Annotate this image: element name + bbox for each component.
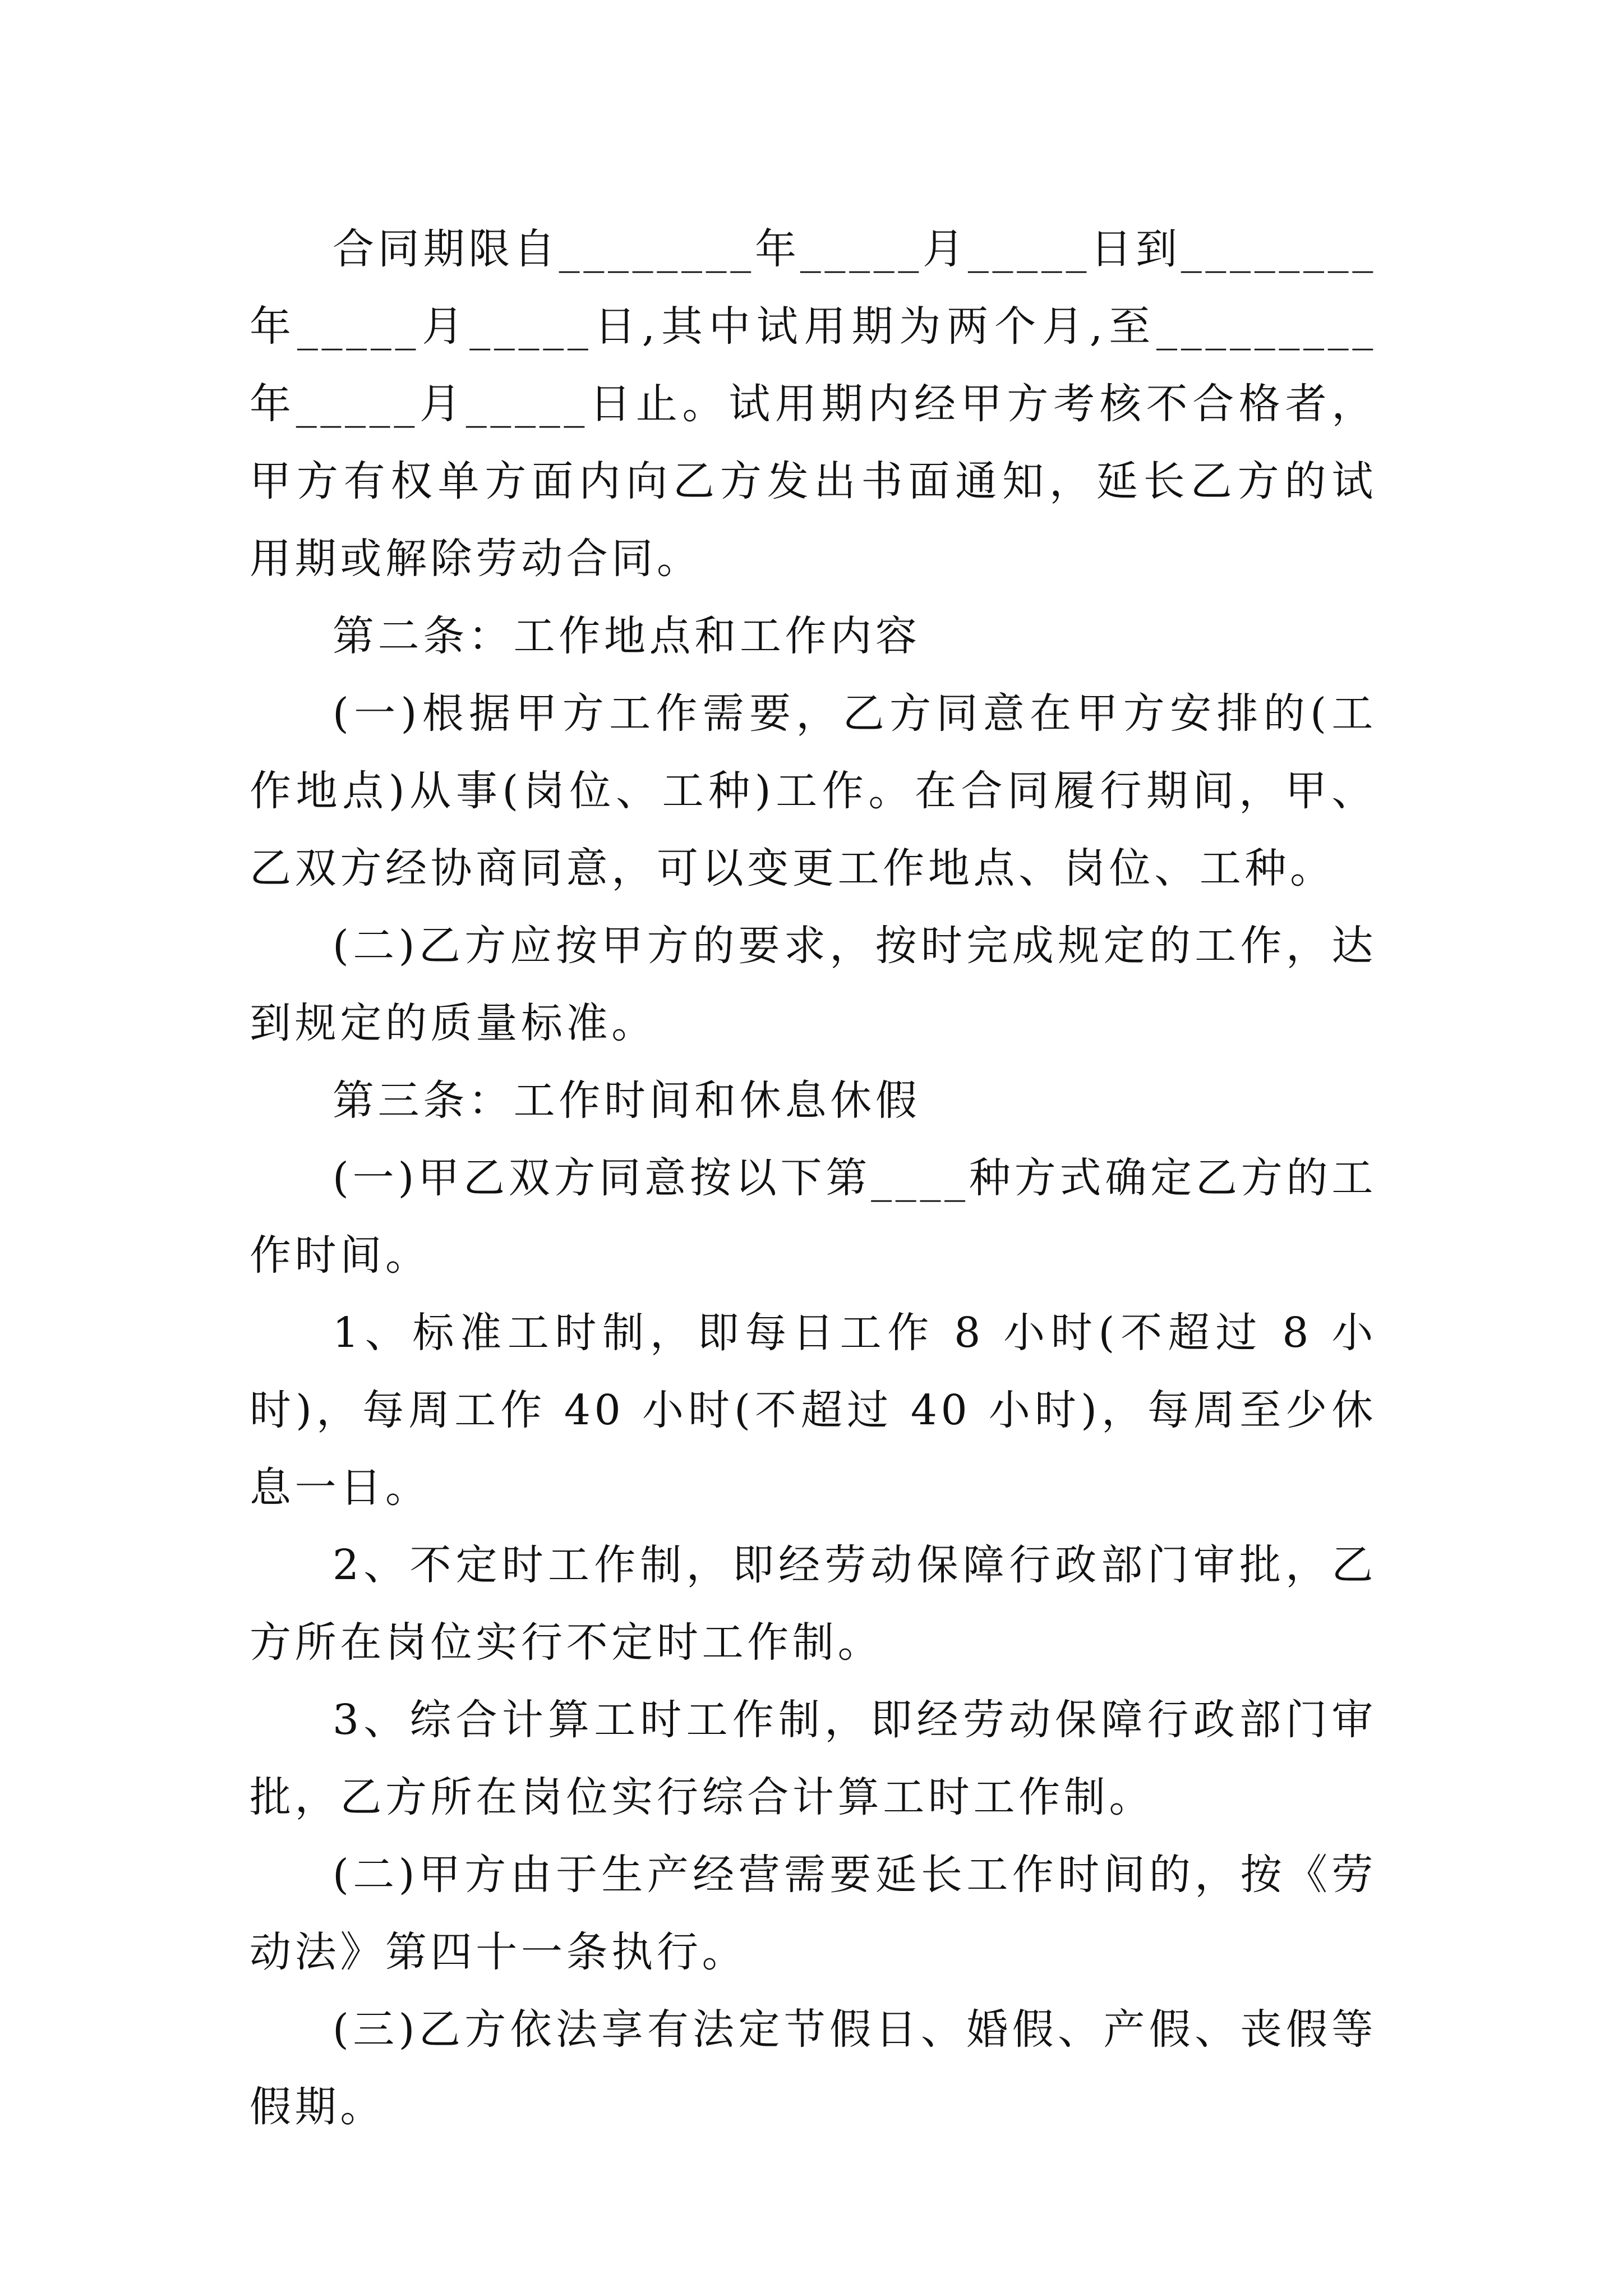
comprehensive-hours-item: 3、综合计算工时工作制，即经劳动保障行政部门审批，乙方所在岗位实行综合计算工时工作制。 xyxy=(250,1696,1377,1821)
standard-hours-item: 1、标准工时制，即每日工作 8 小时(不超过 8 小时)，每周工作 40 小时(不超过 40 小时)，每周至少休息一日。 xyxy=(250,1309,1377,1512)
article-two-clause-one: (一)根据甲方工作需要，乙方同意在甲方安排的(工作地点)从事(岗位、工种)工作。在合同履行期间，甲、乙双方经协商同意，可以变更工作地点、岗位、工种。 xyxy=(250,689,1377,892)
article-three-heading: 第三条：工作时间和休息休假 xyxy=(333,1076,921,1125)
article-two-clause-two: (二)乙方应按甲方的要求，按时完成规定的工作，达到规定的质量标准。 xyxy=(250,922,1377,1047)
article-two-heading: 第二条：工作地点和工作内容 xyxy=(333,612,921,660)
contract-term-paragraph: 合同期限自________年_____月_____日到________年_____月_____日,其中试用期为两个月,至_________年_____月_____日止。试用期内经甲方考核不合格者，甲方有权单方面内向乙方发出书面通知，延长乙方的试用期或解除劳动合同。 xyxy=(250,225,1377,583)
article-three-clause-three: (三)乙方依法享有法定节假日、婚假、产假、丧假等假期。 xyxy=(250,2005,1377,2131)
article-three-clause-two: (二)甲方由于生产经营需要延长工作时间的，按《劳动法》第四十一条执行。 xyxy=(250,1851,1377,1976)
article-three-clause-one: (一)甲乙双方同意按以下第____种方式确定乙方的工作时间。 xyxy=(250,1154,1377,1280)
document-body xyxy=(250,210,1377,2146)
flexible-hours-item: 2、不定时工作制，即经劳动保障行政部门审批，乙方所在岗位实行不定时工作制。 xyxy=(250,1541,1377,1667)
